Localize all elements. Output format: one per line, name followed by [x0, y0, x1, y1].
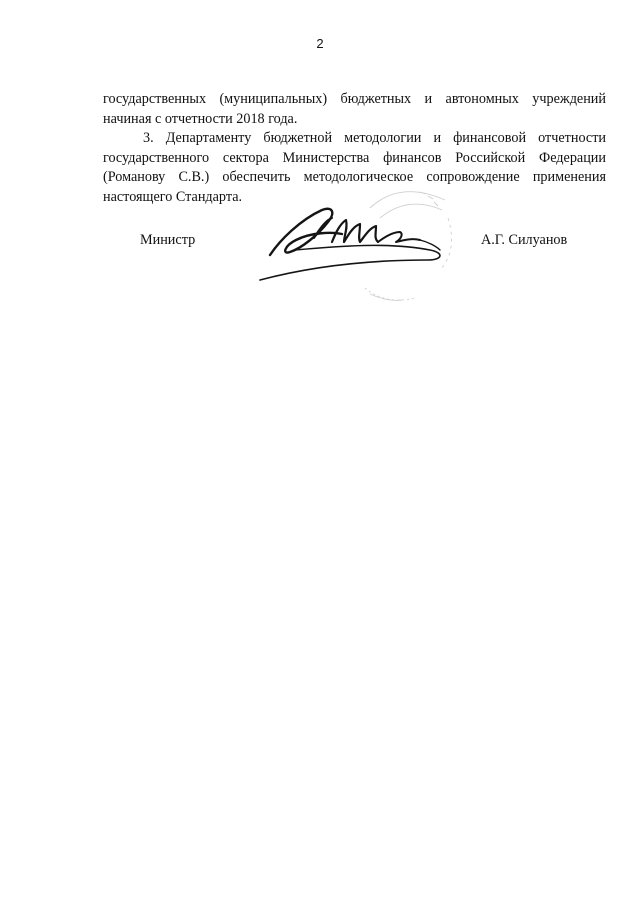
- text-line: государственных (муниципальных) бюджетных и автономных учреждений: [103, 91, 606, 107]
- signer-position: Министр: [140, 232, 196, 248]
- text-line: настоящего Стандарта.: [103, 188, 243, 205]
- text-line: начиная с отчетности 2018 года.: [103, 110, 298, 127]
- signer-name: А.Г. Силуанов: [481, 232, 568, 248]
- text-line: 3. Департаменту бюджетной методологии и финансовой отчетности: [143, 130, 606, 146]
- text-line: (Романову С.В.) обеспечить методологическое сопровождение применения: [103, 169, 606, 185]
- paragraph-continuation: [103, 90, 606, 129]
- text-line: государственного сектора Министерства финансов Российской Федерации: [103, 149, 606, 166]
- page-number: 2: [316, 36, 324, 51]
- signature-block: [0, 232, 640, 256]
